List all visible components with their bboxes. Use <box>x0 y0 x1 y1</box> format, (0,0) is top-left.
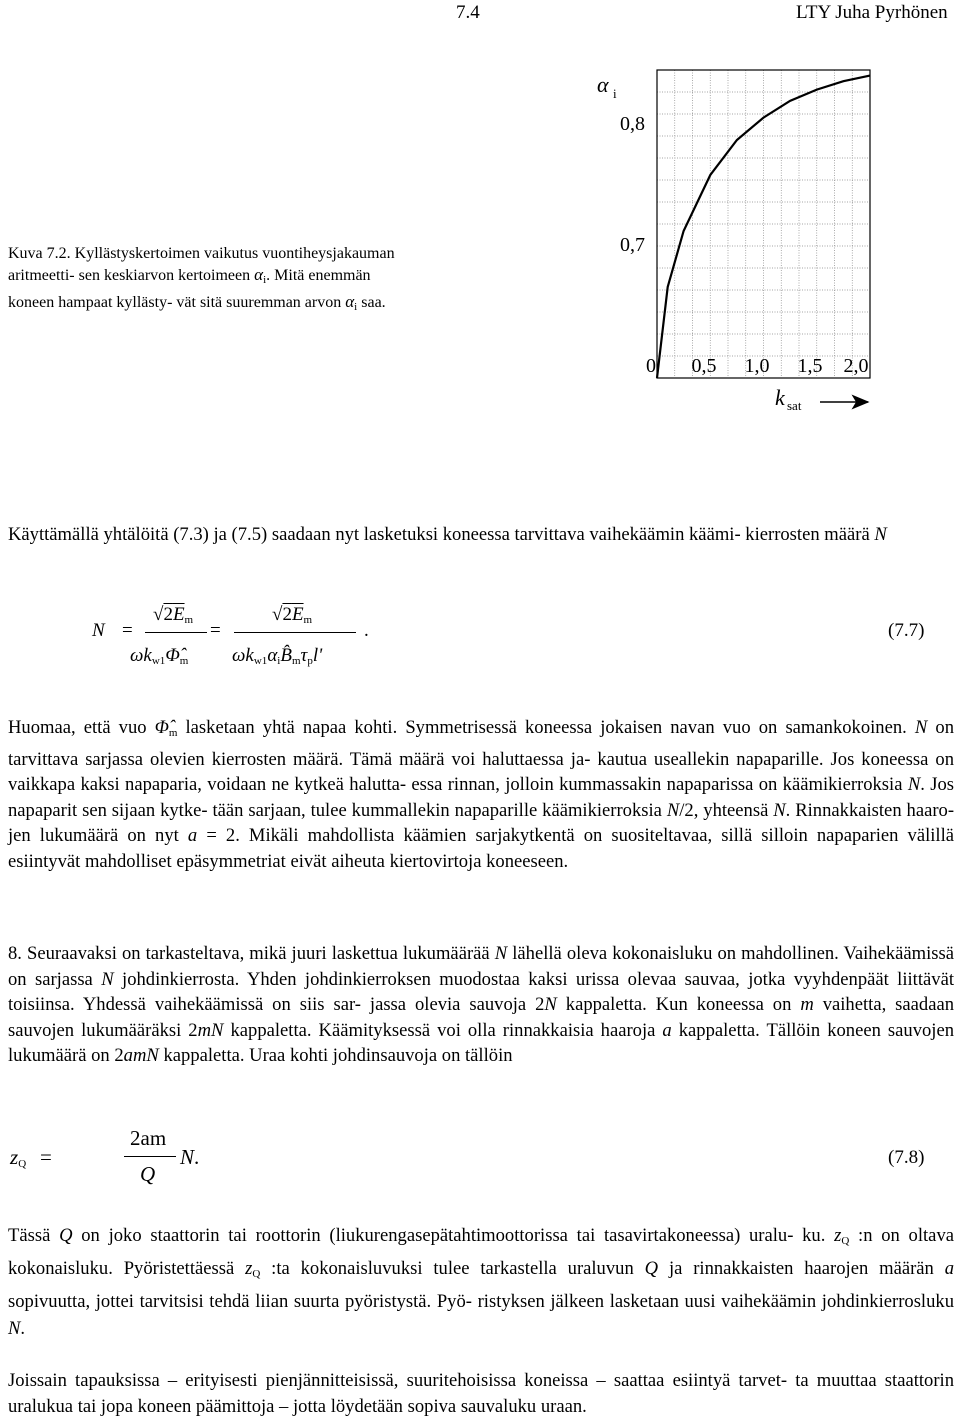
page-number: 7.4 <box>456 2 480 23</box>
chart-grid <box>657 70 870 378</box>
y-tick-label: 0,8 <box>620 113 645 135</box>
x-tick-label: 1,5 <box>797 355 823 377</box>
y-axis-symbol: α <box>597 72 609 97</box>
x-tick-label: 0 <box>646 355 656 377</box>
paragraph-3: Tässä Q on joko staattorin tai roottorin (liukurengasepätahtimoottorissa tai tasavirtakoneessa) uralu- ku. $z_Q$ :n on oltava kokonaisluku. Pyöristettäessä $z_Q$ :ta kokonaisluvuksi tulee tarkastella uraluvun Q ja rinnakkaisten haarojen määrän a sopivuutta, jottei tarvitsisi tehdä liian suurta pyöristystä. Pyö- ristyksen jälkeen lasketaan uusi vaihekäämin johdinkierrosluku N. <box>8 1225 955 1339</box>
paragraph-4: Joissain tapauksissa – erityisesti pienjännitteisissä, suuritehoisissa koneissa – saattaa esiintyä tarvet- ta muuttaa staattorin uralukua tai jopa koneen päämittoja – jotta löydetään sopiva sauvaluku uraan. <box>8 1370 954 1417</box>
equation-number-7-7: (7.7) <box>888 620 925 641</box>
caption-alpha-2: $\alpha_i$ <box>345 292 358 313</box>
figure-caption <box>8 243 418 318</box>
x-tick-label: 1,0 <box>744 355 770 377</box>
paragraph-2: 8. Seuraavaksi on tarkasteltava, mikä juuri laskettua lukumäärää N lähellä oleva kokonaisluku on mahdollinen. Vaihekäämissä on sarjassa N johdinkierrosta. Yhden johdinkierroksen muodostaa kaksi urissa olevaa sauvaa, jotka vyyhdenpäät liittävät toisiinsa. Yhdessä vaihekäämissä on siis sar- jassa olevia sauvoja 2N kappaletta. Kun koneessa on m vaihetta, saadaan sauvojen lukumääräksi 2mN kappaletta. Käämityksessä voi olla rinnakkaisia haaroja a kappaletta. Tällöin koneen sauvojen lukumäärä on 2amN kappaletta. Uraa kohti johdinsauvoja on tällöin <box>8 943 955 1066</box>
y-axis-sub: i <box>613 86 617 101</box>
chart-frame <box>657 70 870 378</box>
header-author: LTY Juha Pyrhönen <box>796 2 948 23</box>
caption-middle: . Mitä enemmän koneen hampaat kyllästy- vät sitä suuremman arvon <box>8 267 371 311</box>
x-axis-symbol: k <box>775 385 785 410</box>
y-tick-label: 0,7 <box>620 234 645 256</box>
caption-suffix: saa. <box>361 294 386 311</box>
caption-alpha: $\alpha_i$ <box>254 265 267 286</box>
paragraph-1: Huomaa, että vuo $\Phî_m$ lasketaan yhtä napaa kohti. Symmetrisessä koneessa jokaisen navan vuo on samankokoinen. N on tarvittava sarjassa olevien kierrosten määrä. Tämä määrä voi haluttaessa ja- kautua useallekin napaparille. Jos koneessa on vaikkapa kaksi napaparia, voidaan ne kytkeä halutta- essa rinnan, jolloin kummassakin napaparissa on käämikierroksia N. Jos napaparit sen sijaan kytke- tään sarjaan, tulee kummallekin napaparille käämikierroksia N/2, yhteensä N. Rinnakkaisten haaro- jen lukumäärä on nyt a = 2. Mikäli mahdollista käämien sarjakytkentä on suositeltavaa, sillä silloin napaparien välillä esiintyvät mahdolliset epäsymmetriat eivät aiheuta kiertovirtoja koneeseen. <box>8 717 955 872</box>
caption-prefix: Kuva 7.2. Kyllästyskertoimen vaikutus vuontiheysjakauman aritmeetti- sen keskiarvon kertoimeen <box>8 245 395 284</box>
x-axis-sub: sat <box>787 398 802 413</box>
alpha-vs-ksat-chart <box>580 60 890 420</box>
section-intro: Käyttämällä yhtälöitä (7.3) ja (7.5) saadaan nyt lasketuksi koneessa tarvittava vaihekäämin käämi- kierrosten määrä N <box>8 524 887 545</box>
x-tick-label: 0,5 <box>691 355 717 377</box>
x-tick-label: 2,0 <box>843 355 869 377</box>
equation-number-7-8: (7.8) <box>888 1147 925 1168</box>
